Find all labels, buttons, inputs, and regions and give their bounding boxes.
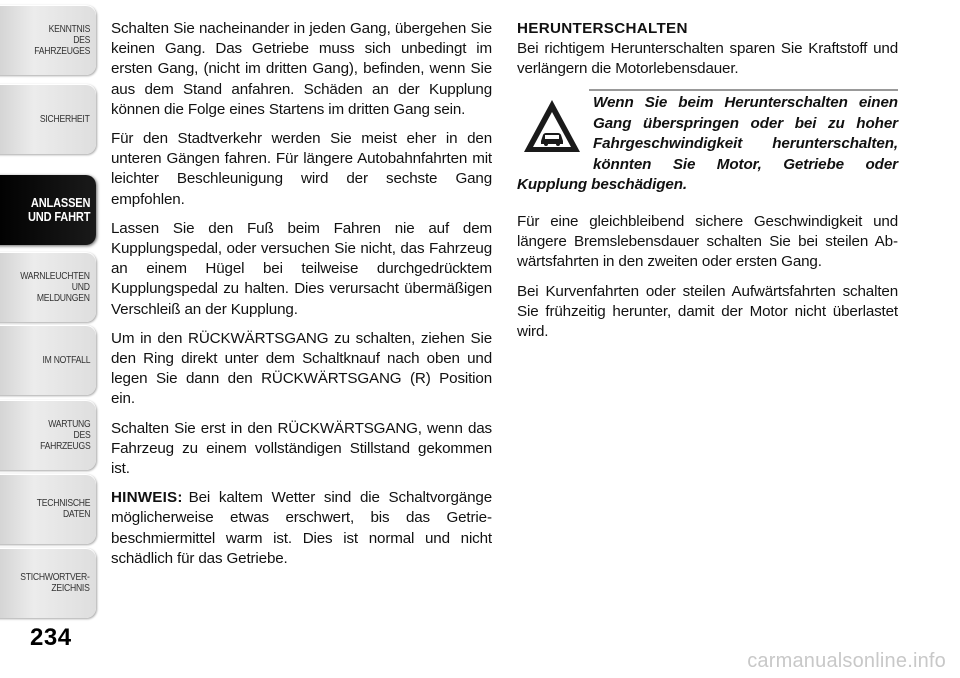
paragraph: Bei Kurvenfahrten oder steilen Aufwärtsfahrten schalten Sie frühzeitig herunter, damit der Motor nicht überlastet wird. (517, 282, 898, 340)
paragraph: Für eine gleichbleibend sichere Geschwindigkeit und längere Bremslebensdauer schalten Sie bei steilen Abwärtsfahrten in den zweiten oder ersten Gang. (517, 212, 898, 271)
paragraph: Schalten Sie nacheinander in jeden Gang, übergehen Sie keinen Gang. Das Getriebe muss sich unbedingt im ersten Gang, (nicht im dritten Gang), befinden, wenn Sie aus dem Stand anfahren. Schäden an der Kupplung können die Folge eines Startens im dritten Gang sein. (111, 20, 492, 118)
tab-label: STICHWORTVER- ZEICHNIS (20, 571, 90, 594)
tab-label: IM NOTFALL (42, 353, 90, 366)
note-paragraph (111, 488, 492, 569)
warning-divider (589, 89, 898, 91)
tab-stichwortverzeichnis[interactable] (0, 548, 96, 618)
note-text: Bei kaltem Wetter sind die Schaltvorgänge möglicherweise etwas erschwert, bis das Getriebeschmiermittel warm ist. Dies ist normal und nicht schädlich für das Getriebe. (111, 489, 492, 567)
page-number: 234 (30, 624, 72, 651)
warning-text: Wenn Sie beim Herunterschalten einen Gang überspringen oder bei zu hoher Fahrgeschwindigkeit herunterschalten, könnten Sie Motor, Getriebe oder Kupplung beschädigen. (517, 94, 898, 194)
paragraph: Um in den RÜCKWÄRTSGANG zu schalten, ziehen Sie den Ring direkt unter dem Schaltknauf nach oben und legen Sie dann den RÜCKWÄRTSGANG (R) Position ein. (111, 329, 492, 408)
warning-triangle-car-icon (521, 97, 583, 155)
tab-kenntnis-des-fahrzeuges[interactable] (0, 5, 96, 75)
tab-im-notfall[interactable] (0, 325, 96, 395)
tab-label: WARTUNG DES FAHRZEUGS (39, 417, 90, 452)
tab-wartung-des-fahrzeugs[interactable] (0, 400, 96, 470)
tab-label: SICHERHEIT (40, 112, 90, 125)
paragraph: Für den Stadtverkehr werden Sie meist eher in den unteren Gängen fahren. Für längere Autobahnfahrten mit leichter Beschleunigung wird der sechste Gang empfohlen. (111, 130, 492, 208)
tab-label: TECHNISCHE DATEN (36, 497, 90, 520)
right-column (517, 19, 898, 351)
tab-label: ANLASSEN UND FAHRT (27, 195, 90, 224)
tab-anlassen-und-fahrt[interactable] (0, 175, 96, 245)
tab-technische-daten[interactable] (0, 474, 96, 544)
chapter-tabs (0, 0, 100, 620)
left-column (111, 19, 492, 578)
note-label: HINWEIS: (111, 489, 183, 507)
paragraph: Lassen Sie den Fuß beim Fahren nie auf dem Kupplungspedal, oder versuchen Sie nicht, das Fahrzeug an einem Hügel bei teilweise durchgedrücktem Kupplungspedal zu halten. Dies verursacht übermäßigen Verschleiß an der Kupplung. (111, 219, 492, 318)
tab-label: WARNLEUCHTEN UND MELDUNGEN (20, 269, 90, 304)
tab-warnleuchten-und-meldungen[interactable] (0, 252, 96, 322)
intro-paragraph: Bei richtigem Herunterschalten sparen Sie Kraftstoff und verlängern die Motorlebensdauer. (517, 40, 898, 78)
tab-label: KENNTNIS DES FAHRZEUGES (34, 22, 90, 57)
paragraph: Schalten Sie erst in den RÜCKWÄRTSGANG, wenn das Fahrzeug zu einem vollständigen Stillstand gekommen ist. (111, 419, 492, 478)
section-heading: HERUNTERSCHALTEN (517, 20, 688, 37)
watermark: carmanualsonline.info (747, 650, 946, 672)
warning-box (517, 93, 898, 196)
tab-sicherheit[interactable] (0, 84, 96, 154)
